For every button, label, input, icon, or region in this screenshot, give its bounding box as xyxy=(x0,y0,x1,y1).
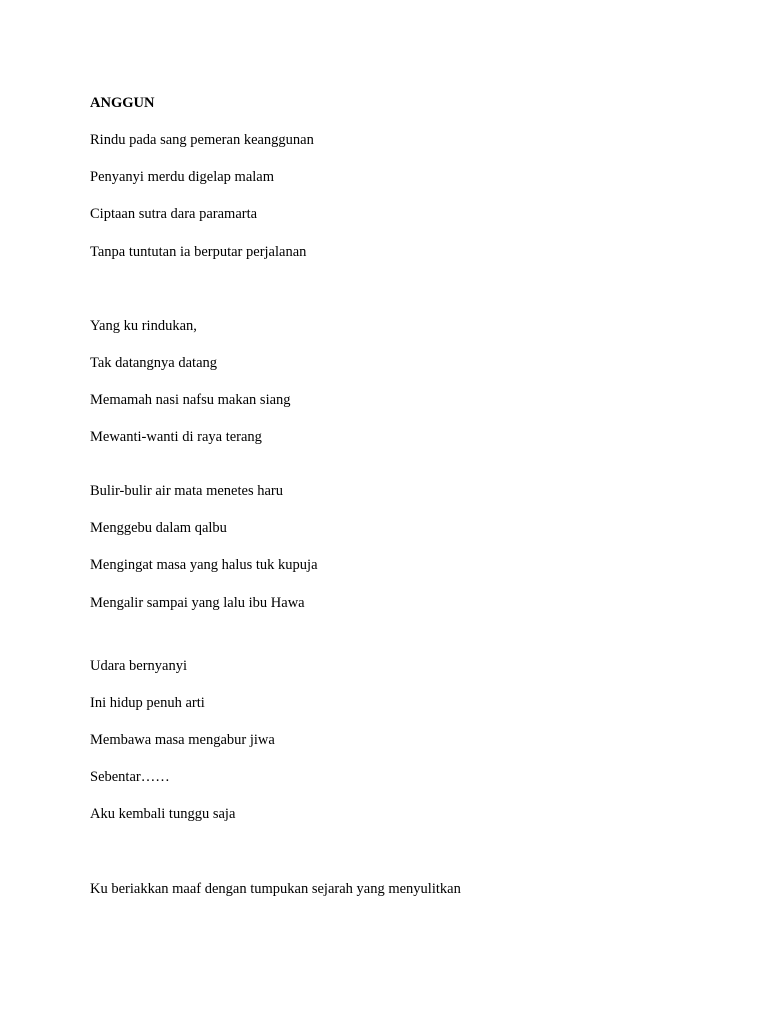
poem-line: Menggebu dalam qalbu xyxy=(90,520,227,536)
poem-line: Tanpa tuntutan ia berputar perjalanan xyxy=(90,244,307,260)
poem-line: Memamah nasi nafsu makan siang xyxy=(90,392,291,408)
poem-line: Rindu pada sang pemeran keanggunan xyxy=(90,132,314,148)
poem-line: Mengalir sampai yang lalu ibu Hawa xyxy=(90,595,305,611)
poem-line: Udara bernyanyi xyxy=(90,658,188,674)
poem-line: Tak datangnya datang xyxy=(90,355,218,371)
poem-line: Aku kembali tunggu saja xyxy=(90,806,236,822)
poem-line: Mengingat masa yang halus tuk kupuja xyxy=(90,557,318,573)
poem-line: Ini hidup penuh arti xyxy=(90,695,205,711)
poem-line: Membawa masa mengabur jiwa xyxy=(90,732,275,748)
poem-title: ANGGUN xyxy=(90,95,155,111)
poem-line: Ciptaan sutra dara paramarta xyxy=(90,206,258,222)
poem-line: Bulir-bulir air mata menetes haru xyxy=(90,483,283,499)
poem-line: Ku beriakkan maaf dengan tumpukan sejarah yang menyulitkan xyxy=(90,881,461,897)
poem-line: Sebentar…… xyxy=(90,769,170,785)
poem-line: Penyanyi merdu digelap malam xyxy=(90,169,275,185)
poem-line: Mewanti-wanti di raya terang xyxy=(90,429,262,445)
poem-line: Yang ku rindukan, xyxy=(90,318,197,334)
